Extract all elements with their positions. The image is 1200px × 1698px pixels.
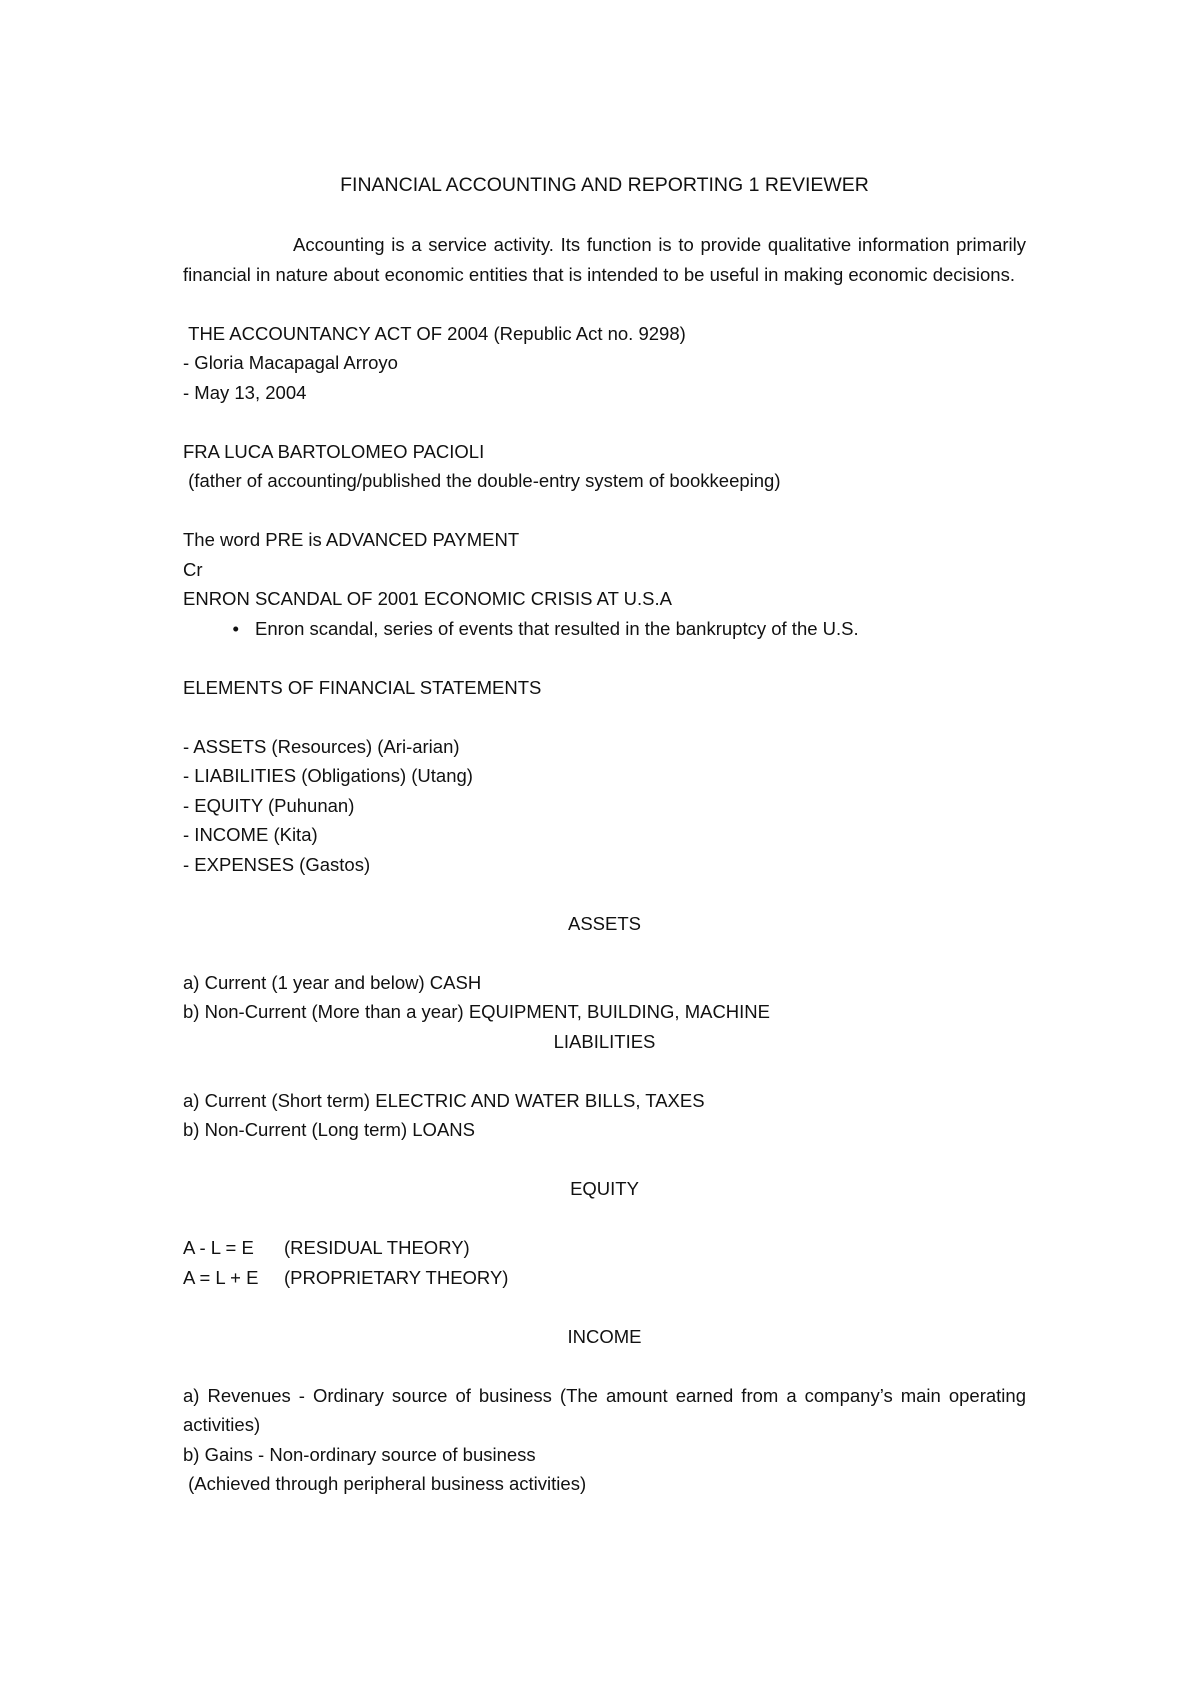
spacer [183, 938, 1026, 968]
page-title: FINANCIAL ACCOUNTING AND REPORTING 1 REVIEWER [340, 174, 869, 196]
proprietary-theory-row [183, 1263, 1026, 1293]
spacer [183, 1145, 1026, 1175]
income-item-revenues: a) Revenues - Ordinary source of business (The amount earned from a company’s main operating activities) [183, 1384, 1032, 1435]
elements-heading: ELEMENTS OF FINANCIAL STATEMENTS [183, 676, 542, 698]
enron-heading: ENRON SCANDAL OF 2001 ECONOMIC CRISIS AT U.S.A [183, 588, 672, 609]
accountancy-act-heading: THE ACCOUNTANCY ACT OF 2004 (Republic Act no. 9298) [183, 322, 686, 344]
income-heading: INCOME [567, 1325, 642, 1347]
accountancy-act-date: - May 13, 2004 [183, 381, 307, 403]
spacer [183, 496, 1026, 526]
liabilities-item-noncurrent: b) Non-Current (Long term) LOANS [183, 1119, 475, 1140]
proprietary-formula: A = L + E [183, 1266, 259, 1288]
elements-item-assets: - ASSETS (Resources) (Ari-arian) [183, 735, 460, 757]
spacer [183, 1351, 1026, 1381]
assets-item-current: a) Current (1 year and below) CASH [183, 971, 482, 993]
document-body [183, 171, 1032, 1499]
spacer [183, 407, 1026, 437]
spacer [183, 879, 1026, 909]
residual-formula: A - L = E [183, 1237, 254, 1258]
spacer [183, 1204, 1026, 1234]
spacer [183, 201, 1026, 231]
spacer [183, 1292, 1026, 1322]
residual-theory-row [183, 1233, 1026, 1263]
liabilities-item-current: a) Current (Short term) ELECTRIC AND WATER BILLS, TAXES [183, 1089, 705, 1111]
pacioli-name: FRA LUCA BARTOLOMEO PACIOLI [183, 440, 485, 462]
liabilities-heading: LIABILITIES [553, 1030, 656, 1052]
assets-heading: ASSETS [568, 912, 641, 934]
pacioli-description: (father of accounting/published the double-entry system of bookkeeping) [183, 470, 781, 491]
residual-theory-label: (RESIDUAL THEORY) [284, 1237, 470, 1258]
accountancy-act-signer: - Gloria Macapagal Arroyo [183, 352, 398, 373]
spacer [183, 1056, 1026, 1086]
enron-bullet-item [183, 614, 1026, 644]
pre-note: The word PRE is ADVANCED PAYMENT [183, 529, 520, 550]
elements-item-income: - INCOME (Kita) [183, 824, 318, 845]
intro-paragraph: Accounting is a service activity. Its function is to provide qualitative information primarily financial in nature about economic entities that is intended to be useful in making economic decisions. [183, 234, 1032, 285]
spacer [183, 289, 1026, 319]
spacer [183, 643, 1026, 673]
bullet-icon: • [232, 617, 239, 639]
assets-item-noncurrent: b) Non-Current (More than a year) EQUIPMENT, BUILDING, MACHINE [183, 1001, 771, 1022]
income-item-gains: b) Gains - Non-ordinary source of business [183, 1443, 536, 1465]
enron-bullet-text: Enron scandal, series of events that resulted in the bankruptcy of the U.S. [255, 617, 859, 639]
elements-item-expenses: - EXPENSES (Gastos) [183, 853, 371, 875]
elements-item-equity: - EQUITY (Puhunan) [183, 794, 355, 816]
proprietary-theory-label: (PROPRIETARY THEORY) [284, 1266, 509, 1288]
equity-heading: EQUITY [570, 1178, 639, 1199]
cr-note: Cr [183, 558, 203, 580]
income-item-gains-note: (Achieved through peripheral business activities) [183, 1473, 587, 1494]
elements-item-liabilities: - LIABILITIES (Obligations) (Utang) [183, 765, 473, 786]
spacer [183, 702, 1026, 732]
